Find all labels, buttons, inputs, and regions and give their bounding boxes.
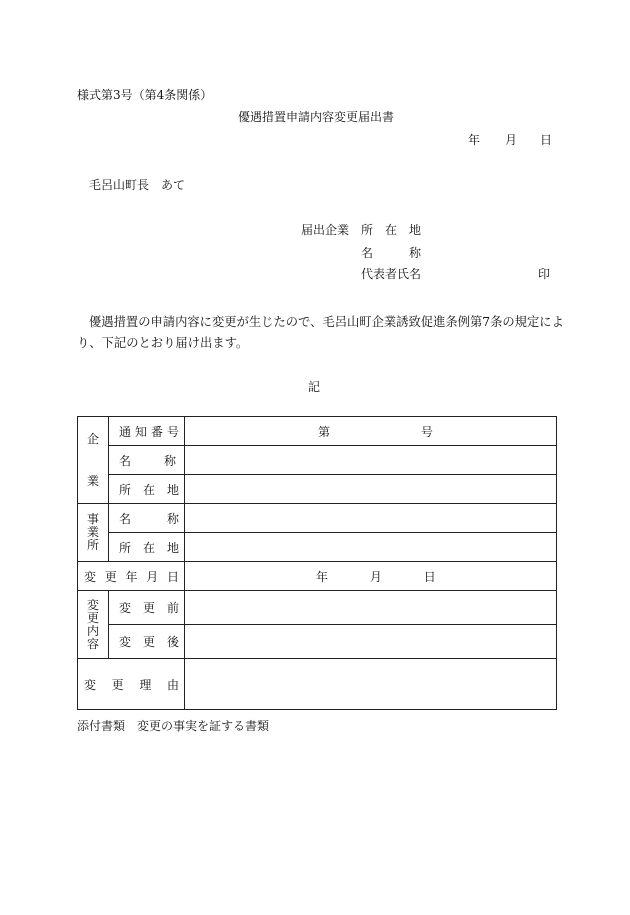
office-group-cell (78, 504, 109, 562)
row-change-after (78, 625, 557, 659)
change-after-value-cell[interactable] (185, 625, 557, 659)
office-name-label-cell (109, 504, 185, 533)
body-line-1: 優遇措置の申請内容に変更が生じたので、毛呂山町企業誘致促進条例第7条の規定によ (89, 315, 564, 329)
change-date-label: 変更年月日 (84, 569, 179, 584)
change-content-char: 容 (86, 636, 99, 651)
change-content-char: 更 (86, 610, 99, 625)
office-group-char: 事 (86, 512, 99, 526)
office-group-char: 所 (86, 538, 99, 552)
change-date-year: 年 (316, 569, 329, 584)
company-group-cell (78, 417, 109, 504)
row-company-name (78, 446, 557, 475)
office-address-value-cell[interactable] (185, 533, 557, 562)
row-office-name (78, 504, 557, 533)
change-reason-value-cell[interactable] (185, 659, 557, 710)
change-before-label-cell (109, 591, 185, 625)
change-before-value-cell[interactable] (185, 591, 557, 625)
company-address-label-cell (109, 475, 185, 504)
company-address-label: 所在地 (119, 482, 179, 497)
change-date-month: 月 (369, 569, 382, 584)
company-name-value-cell[interactable] (185, 446, 557, 475)
company-name-label-cell (109, 446, 185, 475)
change-form-table (77, 416, 557, 710)
row-change-before (78, 591, 557, 625)
applicant-label: 届出企業 (301, 223, 350, 237)
notice-go: 号 (420, 424, 433, 439)
row-change-date (78, 562, 557, 591)
notice-number-value-cell[interactable] (185, 417, 557, 446)
change-reason-label: 変更理由 (84, 677, 179, 692)
body-line-2: り、下記のとおり届け出ます。 (77, 336, 249, 350)
date-month: 月 (505, 133, 518, 147)
change-before-label: 変更前 (119, 601, 179, 615)
notice-number-label: 通知番号 (119, 424, 179, 439)
change-content-char: 内 (86, 623, 99, 638)
address-label: 所 在 地 (361, 223, 422, 237)
office-address-label-cell (109, 533, 185, 562)
change-after-label-cell (109, 625, 185, 659)
ki-heading: 記 (308, 380, 321, 394)
attachment-text: 変更の事実を証する書類 (137, 719, 270, 733)
name-label: 名 称 (361, 246, 422, 260)
attachment-note (77, 717, 269, 734)
date-day: 日 (540, 133, 553, 147)
office-group-char: 業 (86, 525, 99, 539)
company-group-char: 企 (86, 431, 99, 446)
attachment-label: 添付書類 (77, 719, 126, 733)
change-content-char: 変 (86, 597, 99, 612)
office-address-label: 所在地 (119, 540, 179, 555)
office-name-value-cell[interactable] (185, 504, 557, 533)
date-year: 年 (468, 133, 481, 147)
seal-mark: 印 (538, 267, 551, 281)
change-date-label-cell (78, 562, 185, 591)
company-address-value-cell[interactable] (185, 475, 557, 504)
row-change-reason (78, 659, 557, 710)
document-title: 優遇措置申請内容変更届出書 (237, 110, 394, 124)
form-number: 様式第3号（第4条関係） (77, 88, 213, 102)
notice-dai: 第 (318, 424, 331, 439)
change-after-label: 変更後 (119, 635, 179, 649)
change-date-day: 日 (423, 569, 436, 584)
change-date-value-cell[interactable] (185, 562, 557, 591)
notice-number-label-cell (109, 417, 185, 446)
row-office-address (78, 533, 557, 562)
company-name-label: 名 称 (119, 453, 176, 468)
office-name-label: 名 称 (119, 511, 179, 526)
addressee: 毛呂山町長 あて (89, 178, 186, 192)
change-content-group-cell (78, 591, 109, 659)
representative-label: 代表者氏名 (361, 267, 422, 281)
row-company-address (78, 475, 557, 504)
row-notice-number (78, 417, 557, 446)
change-reason-label-cell (78, 659, 185, 710)
company-group-char: 業 (86, 473, 99, 488)
